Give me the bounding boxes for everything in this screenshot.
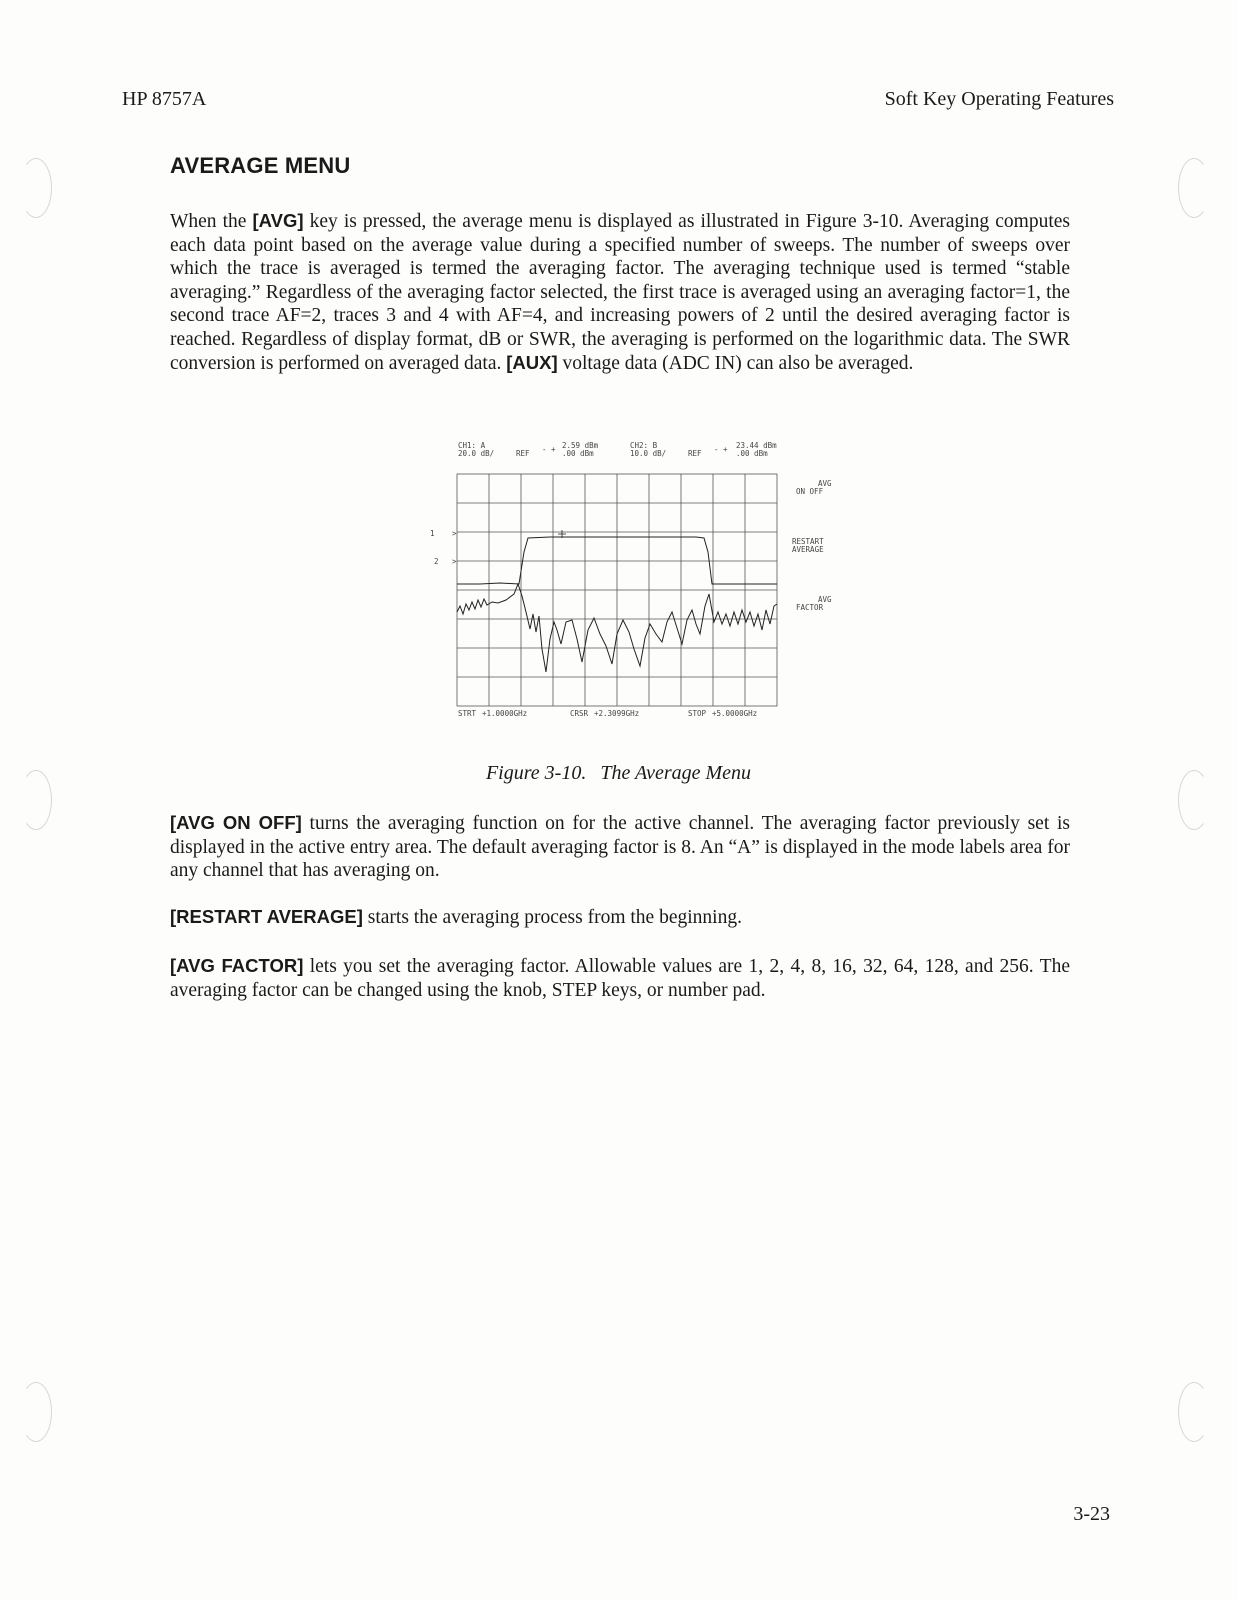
- softkey-avg-factor-line1[interactable]: AVG: [818, 595, 832, 604]
- cursor-label: CRSR: [570, 709, 589, 718]
- graticule: [457, 474, 777, 706]
- softkey-restart-average-line2[interactable]: AVERAGE: [792, 545, 824, 554]
- punch-hole-mark: [1178, 158, 1210, 218]
- avg-factor-key-ref: [AVG FACTOR]: [170, 955, 304, 976]
- figure-number: Figure 3-10.: [485, 762, 587, 784]
- stop-frequency: +5.0000GHz: [712, 709, 758, 718]
- softkey-avg-on-off-line1[interactable]: AVG: [818, 479, 832, 488]
- section-heading: AVERAGE MENU: [170, 153, 351, 178]
- softkey-restart-average-line1[interactable]: RESTART: [792, 537, 824, 546]
- ref-arrow-2-icon: >: [452, 557, 457, 566]
- figure-title: The Average Menu: [600, 762, 752, 784]
- punch-hole-mark: [20, 1382, 52, 1442]
- start-label: STRT: [458, 709, 477, 718]
- avg-on-off-key-ref: [AVG ON OFF]: [170, 812, 302, 833]
- punch-hole-mark: [1178, 770, 1210, 830]
- header-model: HP 8757A: [122, 88, 207, 110]
- ch2-ref-value: 23.44 dBm: [736, 441, 777, 450]
- analyzer-screen: [420, 434, 860, 724]
- ch2-scale: 10.0 dB/: [630, 449, 667, 458]
- intro-text-2: key is pressed, the average menu is displayed as illustrated in Figure 3-10. Averaging computes each data point based on the average value during a specified number of sweeps. The number of sweeps over which the trace is averaged is termed the averaging factor. The averaging technique used is termed “stable averaging.” Regardless of the averaging factor selected, the first trace is averaged using an averaging factor=1, the second trace AF=2, traces 3 and 4 with AF=4, and increasing powers of 2 until the desired averaging factor is reached. Regardless of display format, dB or SWR, the averaging is performed on the logarithmic data. The SWR conversion is performed on averaged data.: [170, 211, 1070, 374]
- restart-average-key-ref: [RESTART AVERAGE]: [170, 906, 363, 927]
- figure-caption: [0, 762, 1237, 785]
- avg-on-off-description: [170, 811, 1070, 883]
- avg-factor-description: [170, 954, 1070, 1002]
- avg-key-ref: [AVG]: [252, 210, 304, 231]
- ch1-label: CH1: A: [458, 441, 486, 450]
- ref-marker-1: 1: [430, 529, 435, 538]
- softkey-avg-factor-line2[interactable]: FACTOR: [796, 603, 824, 612]
- ch1-ref-value: 2.59 dBm: [562, 441, 599, 450]
- punch-hole-mark: [1178, 1382, 1210, 1442]
- avg-on-off-text: turns the averaging function on for the active channel. The averaging factor previously set is displayed in the active entry area. The default averaging factor is 8. An “A” is displayed in the mode labels area for any channel that has averaging on.: [170, 813, 1070, 881]
- avg-factor-text: lets you set the averaging factor. Allowable values are 1, 2, 4, 8, 16, 32, 64, 128, and 256. The averaging factor can be changed using the knob, STEP keys, or number pad.: [170, 956, 1070, 1001]
- ch1-ref-offset: .00 dBm: [562, 449, 594, 458]
- softkey-avg-on-off-line2[interactable]: ON OFF: [796, 487, 824, 496]
- ch2-ref-offset: .00 dBm: [736, 449, 768, 458]
- intro-text-3: voltage data (ADC IN) can also be averaged.: [557, 353, 914, 374]
- stop-label: STOP: [688, 709, 707, 718]
- restart-average-description: [170, 905, 1070, 930]
- intro-paragraph: [170, 209, 1070, 376]
- punch-hole-mark: [20, 770, 52, 830]
- ref-arrow-1-icon: >: [452, 529, 457, 538]
- cursor-frequency: +2.3099GHz: [594, 709, 640, 718]
- ch1-scale: 20.0 dB/: [458, 449, 495, 458]
- punch-hole-mark: [20, 158, 52, 218]
- page-number: 3-23: [1073, 1503, 1110, 1525]
- ch1-ref-sign: - +: [542, 445, 556, 454]
- restart-average-text: starts the averaging process from the beginning.: [362, 907, 742, 928]
- ref-marker-2: 2: [434, 557, 439, 566]
- ch1-ref-label: REF: [516, 449, 530, 458]
- ch2-label: CH2: B: [630, 441, 658, 450]
- ch2-ref-sign: - +: [714, 445, 728, 454]
- ch2-ref-label: REF: [688, 449, 702, 458]
- average-menu-figure: [420, 434, 860, 724]
- intro-text-1: When the: [170, 211, 253, 232]
- start-frequency: +1.0000GHz: [482, 709, 528, 718]
- aux-key-ref: [AUX]: [506, 352, 558, 373]
- header-section-title: Soft Key Operating Features: [884, 88, 1114, 110]
